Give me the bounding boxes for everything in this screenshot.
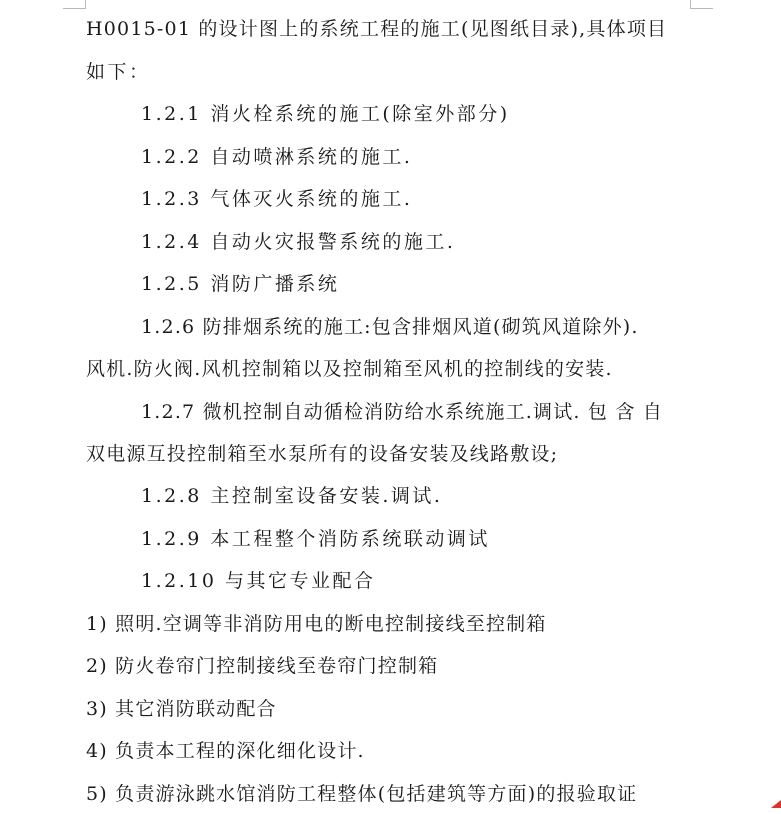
list-item: 1.2.6 防排烟系统的施工:包含排烟风道(砌筑风道除外). — [141, 316, 639, 338]
paragraph-line: H0015-01 的设计图上的系统工程的施工(见图纸目录),具体项目 — [86, 18, 668, 40]
list-item: 1.2.1 消火栓系统的施工(除室外部分) — [141, 103, 510, 125]
list-item: 5) 负责游泳跳水馆消防工程整体(包括建筑等方面)的报验取证 — [86, 783, 638, 805]
list-item: 1.2.10 与其它专业配合 — [141, 570, 376, 592]
list-item: 3) 其它消防联动配合 — [86, 698, 277, 720]
list-item: 1) 照明.空调等非消防用电的断电控制接线至控制箱 — [86, 613, 547, 635]
paragraph-line: 双电源互投控制箱至水泵所有的设备安装及线路敷设; — [86, 443, 559, 465]
list-item: 1.2.8 主控制室设备安装.调试. — [141, 485, 443, 507]
paragraph-line: 风机.防火阀.风机控制箱以及控制箱至风机的控制线的安装. — [86, 358, 613, 380]
list-item: 1.2.9 本工程整个消防系统联动调试 — [141, 528, 490, 550]
list-item: 1.2.2 自动喷淋系统的施工. — [141, 146, 413, 168]
paragraph-line: 如下： — [86, 61, 151, 83]
list-item: 1.2.4 自动火灾报警系统的施工. — [141, 231, 456, 253]
list-item: 2) 防火卷帘门控制接线至卷帘门控制箱 — [86, 655, 439, 677]
list-item: 1.2.3 气体灭火系统的施工. — [141, 188, 413, 210]
list-item: 1.2.7 微机控制自动循检消防给水系统施工.调试. 包 含 自 — [141, 401, 663, 423]
list-item: 4) 负责本工程的深化细化设计. — [86, 740, 365, 762]
list-item: 1.2.5 消防广播系统 — [141, 273, 340, 295]
